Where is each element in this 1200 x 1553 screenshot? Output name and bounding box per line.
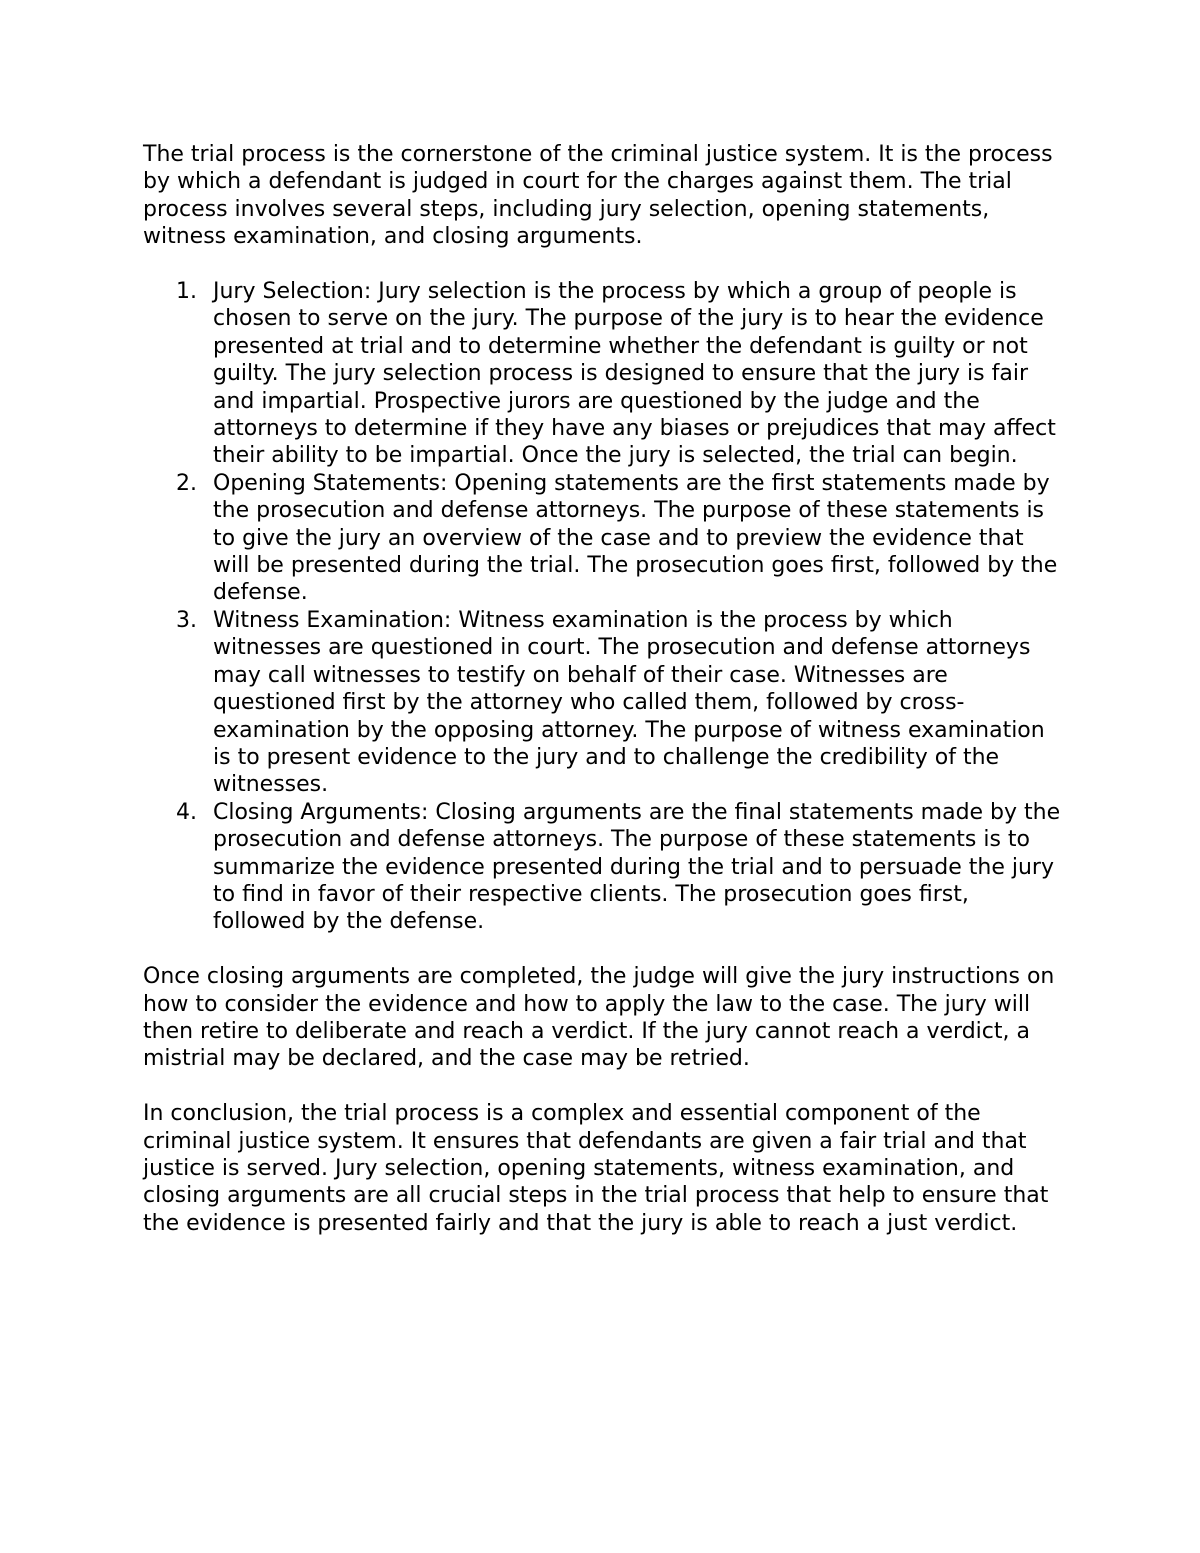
list-item-text: Closing Arguments: Closing arguments are the final statements made by the prosecution and defense attorneys. The purpose of these statements is to summarize the evidence presented during the trial and to persuade the jury to find in favor of their respective clients. The prosecution goes first, followed by the defense. bbox=[213, 799, 1061, 935]
list-item-text: Opening Statements: Opening statements are the first statements made by the prosecution and defense attorneys. The purpose of these statements is to give the jury an overview of the case and to preview the evidence that will be presented during the trial. The prosecution goes first, followed by the defense. bbox=[213, 470, 1058, 606]
conclusion-paragraph: In conclusion, the trial process is a complex and essential component of the criminal justice system. It ensures that defendants are given a fair trial and that justice is served. Jury selection, opening statements, witness examination, and closing arguments are all crucial steps in the trial process that help to ensure that the evidence is presented fairly and that the jury is able to reach a just verdict. bbox=[143, 1101, 1049, 1236]
paragraph-spacer bbox=[143, 251, 1063, 278]
list-item bbox=[143, 470, 1063, 607]
paragraph-spacer bbox=[143, 936, 1063, 963]
list-item-number: 4. bbox=[176, 799, 197, 825]
deliberation-paragraph: Once closing arguments are completed, the judge will give the jury instructions on how to consider the evidence and how to apply the law to the case. The jury will then retire to deliberate and reach a verdict. If the jury cannot reach a verdict, a mistrial may be declared, and the case may be retried. bbox=[143, 964, 1055, 1072]
list-item-number: 3. bbox=[176, 607, 197, 633]
list-item bbox=[143, 607, 1063, 799]
list-item-text: Jury Selection: Jury selection is the process by which a group of people is chosen to serve on the jury. The purpose of the jury is to hear the evidence presented at trial and to determine whether the defendant is guilty or not guilty. The jury selection process is designed to ensure that the jury is fair and impartial. Prospective jurors are questioned by the judge and the attorneys to determine if they have any biases or prejudices that may affect their ability to be impartial. Once the jury is selected, the trial can begin. bbox=[213, 279, 1056, 469]
list-item-text: Witness Examination: Witness examination is the process by which witnesses are questioned in court. The prosecution and defense attorneys may call witnesses to testify on behalf of their case. Witnesses are questioned first by the attorney who called them, followed by cross-examination by the opposing attorney. The purpose of witness examination is to present evidence to the jury and to challenge the credibility of the witnesses. bbox=[213, 607, 1045, 798]
list-item bbox=[143, 799, 1063, 936]
list-item-number: 2. bbox=[176, 470, 197, 496]
trial-steps-list bbox=[143, 278, 1063, 936]
list-item bbox=[143, 278, 1063, 470]
document-body bbox=[143, 141, 1063, 1237]
paragraph-spacer bbox=[143, 1073, 1063, 1100]
list-item-number: 1. bbox=[176, 279, 197, 305]
intro-paragraph: The trial process is the cornerstone of the criminal justice system. It is the process by which a defendant is judged in court for the charges against them. The trial process involves several steps, including jury selection, opening statements, witness examination, and closing arguments. bbox=[143, 142, 1053, 250]
